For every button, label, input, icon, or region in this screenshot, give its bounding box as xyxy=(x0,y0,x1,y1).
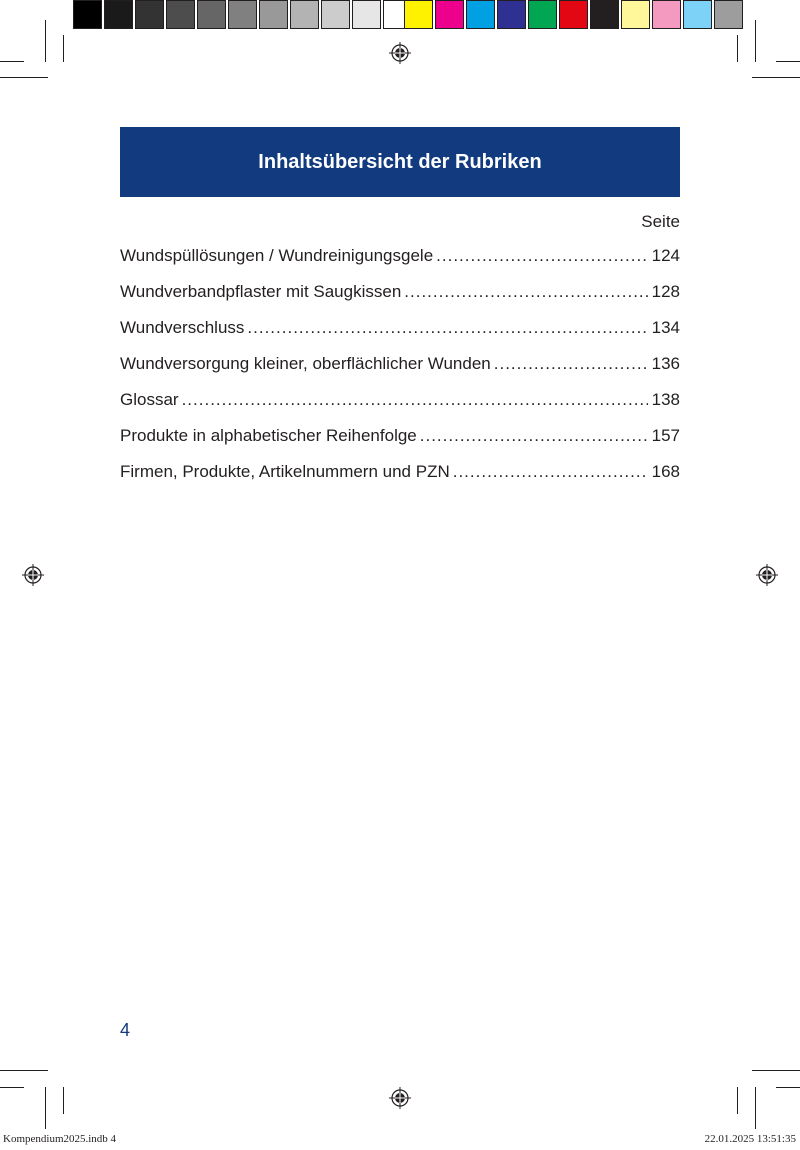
toc-entry[interactable] xyxy=(120,246,680,282)
color-swatch xyxy=(466,0,495,29)
dot-leader xyxy=(453,462,648,482)
color-swatch xyxy=(228,0,257,29)
color-swatch xyxy=(135,0,164,29)
table-of-contents xyxy=(120,246,680,498)
toc-entry-title: Wundversorgung kleiner, oberflächlicher Wunden xyxy=(120,354,491,373)
color-swatch xyxy=(435,0,464,29)
color-swatch xyxy=(259,0,288,29)
toc-entry-title: Produkte in alphabetischer Reihenfolge xyxy=(120,426,417,445)
section-title: Inhaltsübersicht der Rubriken xyxy=(258,150,542,173)
toc-entry-title: Glossar xyxy=(120,390,179,409)
color-swatch xyxy=(590,0,619,29)
color-swatch xyxy=(621,0,650,29)
crop-mark xyxy=(776,61,800,62)
toc-entry[interactable] xyxy=(120,426,680,462)
registration-mark-icon xyxy=(22,564,44,586)
toc-entry-title: Firmen, Produkte, Artikelnummern und PZN xyxy=(120,462,450,481)
color-swatch xyxy=(404,0,433,29)
toc-entry-page: 128 xyxy=(651,282,680,301)
toc-entry-title: Wundverschluss xyxy=(120,318,245,337)
color-swatch xyxy=(290,0,319,29)
toc-entry-page: 136 xyxy=(651,354,680,373)
dot-leader xyxy=(420,426,648,446)
crop-mark xyxy=(737,1087,738,1114)
toc-entry-title: Wundverbandpflaster mit Saugkissen xyxy=(120,282,402,301)
crop-mark xyxy=(0,61,24,62)
color-swatch xyxy=(559,0,588,29)
slug-timestamp: 22.01.2025 13:51:35 xyxy=(704,1133,796,1145)
toc-entry-page: 138 xyxy=(651,390,680,409)
color-swatch xyxy=(683,0,712,29)
crop-mark xyxy=(0,77,48,78)
crop-mark xyxy=(63,35,64,62)
dot-leader xyxy=(247,318,647,338)
crop-mark xyxy=(776,1087,800,1088)
color-swatch xyxy=(497,0,526,29)
color-swatch xyxy=(321,0,350,29)
color-swatch xyxy=(197,0,226,29)
crop-mark xyxy=(45,1087,46,1129)
dot-leader xyxy=(182,390,648,410)
grayscale-color-bar xyxy=(73,0,414,31)
crop-mark xyxy=(752,1070,800,1071)
toc-entry[interactable] xyxy=(120,390,680,426)
toc-entry-page: 168 xyxy=(651,462,680,481)
registration-mark-icon xyxy=(389,42,411,64)
color-swatch xyxy=(104,0,133,29)
dot-leader xyxy=(404,282,647,302)
color-swatch xyxy=(714,0,743,29)
toc-entry-page: 157 xyxy=(651,426,680,445)
crop-mark xyxy=(752,77,800,78)
color-swatch xyxy=(73,0,102,29)
color-swatch xyxy=(352,0,381,29)
crop-mark xyxy=(755,20,756,62)
registration-mark-icon xyxy=(756,564,778,586)
toc-entry[interactable] xyxy=(120,282,680,318)
page-number: 4 xyxy=(120,1020,131,1040)
page-column-label: Seite xyxy=(641,212,680,231)
registration-mark-icon xyxy=(389,1087,411,1109)
crop-mark xyxy=(737,35,738,62)
toc-entry[interactable] xyxy=(120,354,680,390)
crop-mark xyxy=(0,1087,24,1088)
crop-mark xyxy=(755,1087,756,1129)
color-swatch xyxy=(652,0,681,29)
toc-entry[interactable] xyxy=(120,318,680,354)
toc-entry[interactable] xyxy=(120,462,680,498)
process-color-bar xyxy=(404,0,745,31)
crop-mark xyxy=(0,1070,48,1071)
color-swatch xyxy=(166,0,195,29)
crop-mark xyxy=(45,20,46,62)
toc-entry-page: 134 xyxy=(651,318,680,337)
toc-entry-page: 124 xyxy=(651,246,680,265)
dot-leader xyxy=(494,354,648,374)
section-header xyxy=(120,127,680,197)
slug-file-info: Kompendium2025.indb 4 xyxy=(3,1133,117,1145)
toc-entry-title: Wundspüllösungen / Wundreinigungsgele xyxy=(120,246,434,265)
dot-leader xyxy=(436,246,647,266)
crop-mark xyxy=(63,1087,64,1114)
color-swatch xyxy=(528,0,557,29)
